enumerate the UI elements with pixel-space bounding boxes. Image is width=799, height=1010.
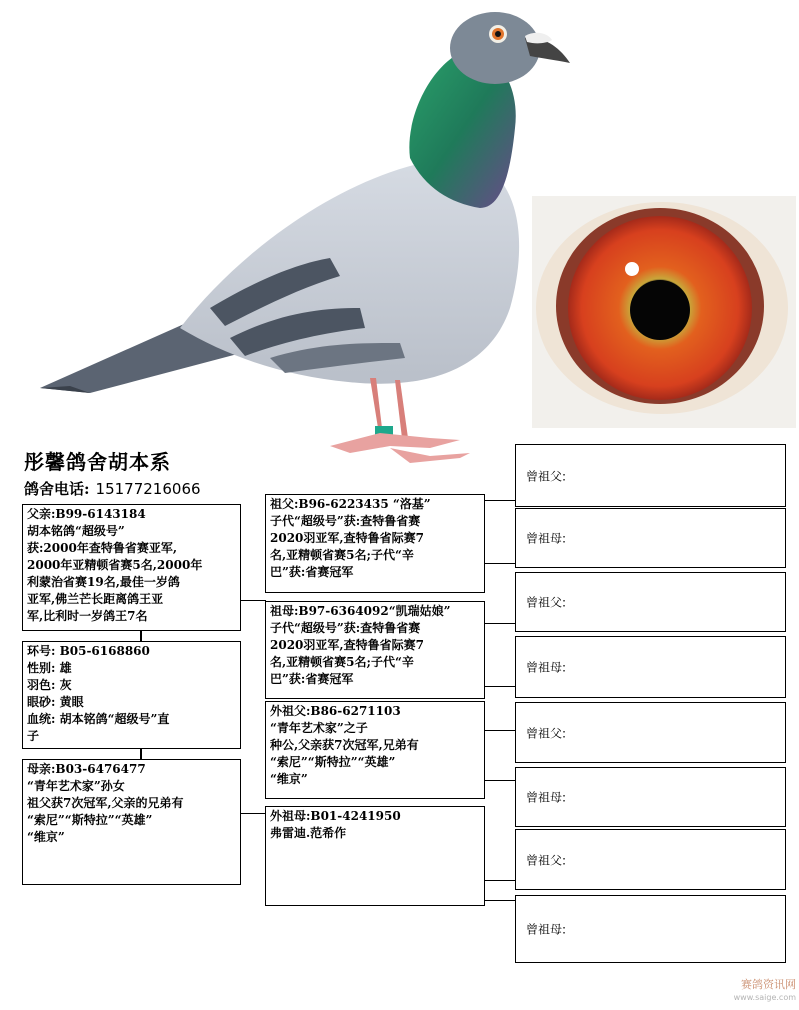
- eye-photo: [532, 196, 796, 428]
- phone-row: [24, 478, 201, 499]
- father-box: 父亲:B99-6143184 胡本铭鸽“超级号” 获:2000年查特鲁省赛亚军, 2000年亚精顿省赛5名,2000年 利蒙治省赛19名,最佳一岁鸽 亚军,佛兰芒长距离鸽王亚 军,比利时一岁鸽王7名: [22, 504, 241, 631]
- connector-line: [240, 813, 266, 814]
- great-grandparent-label: 曾祖父:: [526, 469, 567, 483]
- connector-line: [484, 900, 516, 901]
- great-grandparent-label: 曾祖母:: [526, 922, 567, 937]
- maternal-grandmother-box: 外祖母:B01-4241950 弗雷迪.范希作: [265, 806, 485, 906]
- connector-line: [240, 600, 266, 601]
- great-grandparent-label: 曾祖父:: [526, 853, 567, 867]
- great-grandparent-box: [515, 767, 786, 827]
- watermark-url: www.saige.com: [733, 993, 796, 1002]
- great-grandparent-label: 曾祖父:: [526, 595, 567, 610]
- great-grandparent-label: 曾祖母:: [526, 660, 567, 675]
- page-title: 彤馨鸽舍胡本系: [24, 450, 171, 474]
- great-grandparent-box: [515, 636, 786, 698]
- pigeon-illustration: [30, 8, 575, 478]
- connector-line: [484, 780, 516, 781]
- great-grandparent-box: [515, 444, 786, 507]
- great-grandparent-box: [515, 508, 786, 568]
- pigeon-details-box: 环号: B05-6168860 性别: 雄 羽色: 灰 眼砂: 黄眼 血统: 胡本铭鸽“超级号”直 子: [22, 641, 241, 749]
- connector-line: [484, 500, 516, 501]
- watermark-name: 赛鸽资讯网: [741, 978, 796, 991]
- phone-number: 15177216066: [95, 480, 201, 498]
- connector-line: [484, 623, 516, 624]
- great-grandparent-label: 曾祖父:: [526, 726, 567, 740]
- great-grandparent-box: [515, 829, 786, 890]
- connector-line: [484, 686, 516, 687]
- connector-line: [484, 880, 516, 881]
- maternal-grandfather-box: 外祖父:B86-6271103 “青年艺术家”之子 种公,父亲获7次冠军,兄弟有 “索尼”“斯特拉”“英雄” “维京”: [265, 701, 485, 799]
- great-grandparent-box: [515, 702, 786, 763]
- paternal-grandfather-box: 祖父:B96-6223435 “洛基” 子代“超级号”获:查特鲁省赛 2020羽亚军,查特鲁省际赛7 名,亚精顿省赛5名;子代“辛 巴”获:省赛冠军: [265, 494, 485, 593]
- connector-line: [484, 563, 516, 564]
- watermark: [696, 978, 796, 1004]
- phone-label: 鸽舍电话:: [24, 480, 90, 498]
- eye-sign-icon: [532, 196, 796, 428]
- paternal-grandmother-box: 祖母:B97-6364092“凯瑞姑娘” 子代“超级号”获:查特鲁省赛 2020羽亚军,查特鲁省际赛7 名,亚精顿省赛5名;子代“辛 巴”获:省赛冠军: [265, 601, 485, 699]
- mother-box: 母亲:B03-6476477 “青年艺术家”孙女 祖父获7次冠军,父亲的兄弟有 “索尼”“斯特拉”“英雄” “维京”: [22, 759, 241, 885]
- great-grandparent-box: [515, 572, 786, 632]
- great-grandparent-label: 曾祖母:: [526, 531, 567, 546]
- great-grandparent-box: [515, 895, 786, 963]
- great-grandparent-label: 曾祖母:: [526, 790, 567, 805]
- connector-line: [484, 730, 516, 731]
